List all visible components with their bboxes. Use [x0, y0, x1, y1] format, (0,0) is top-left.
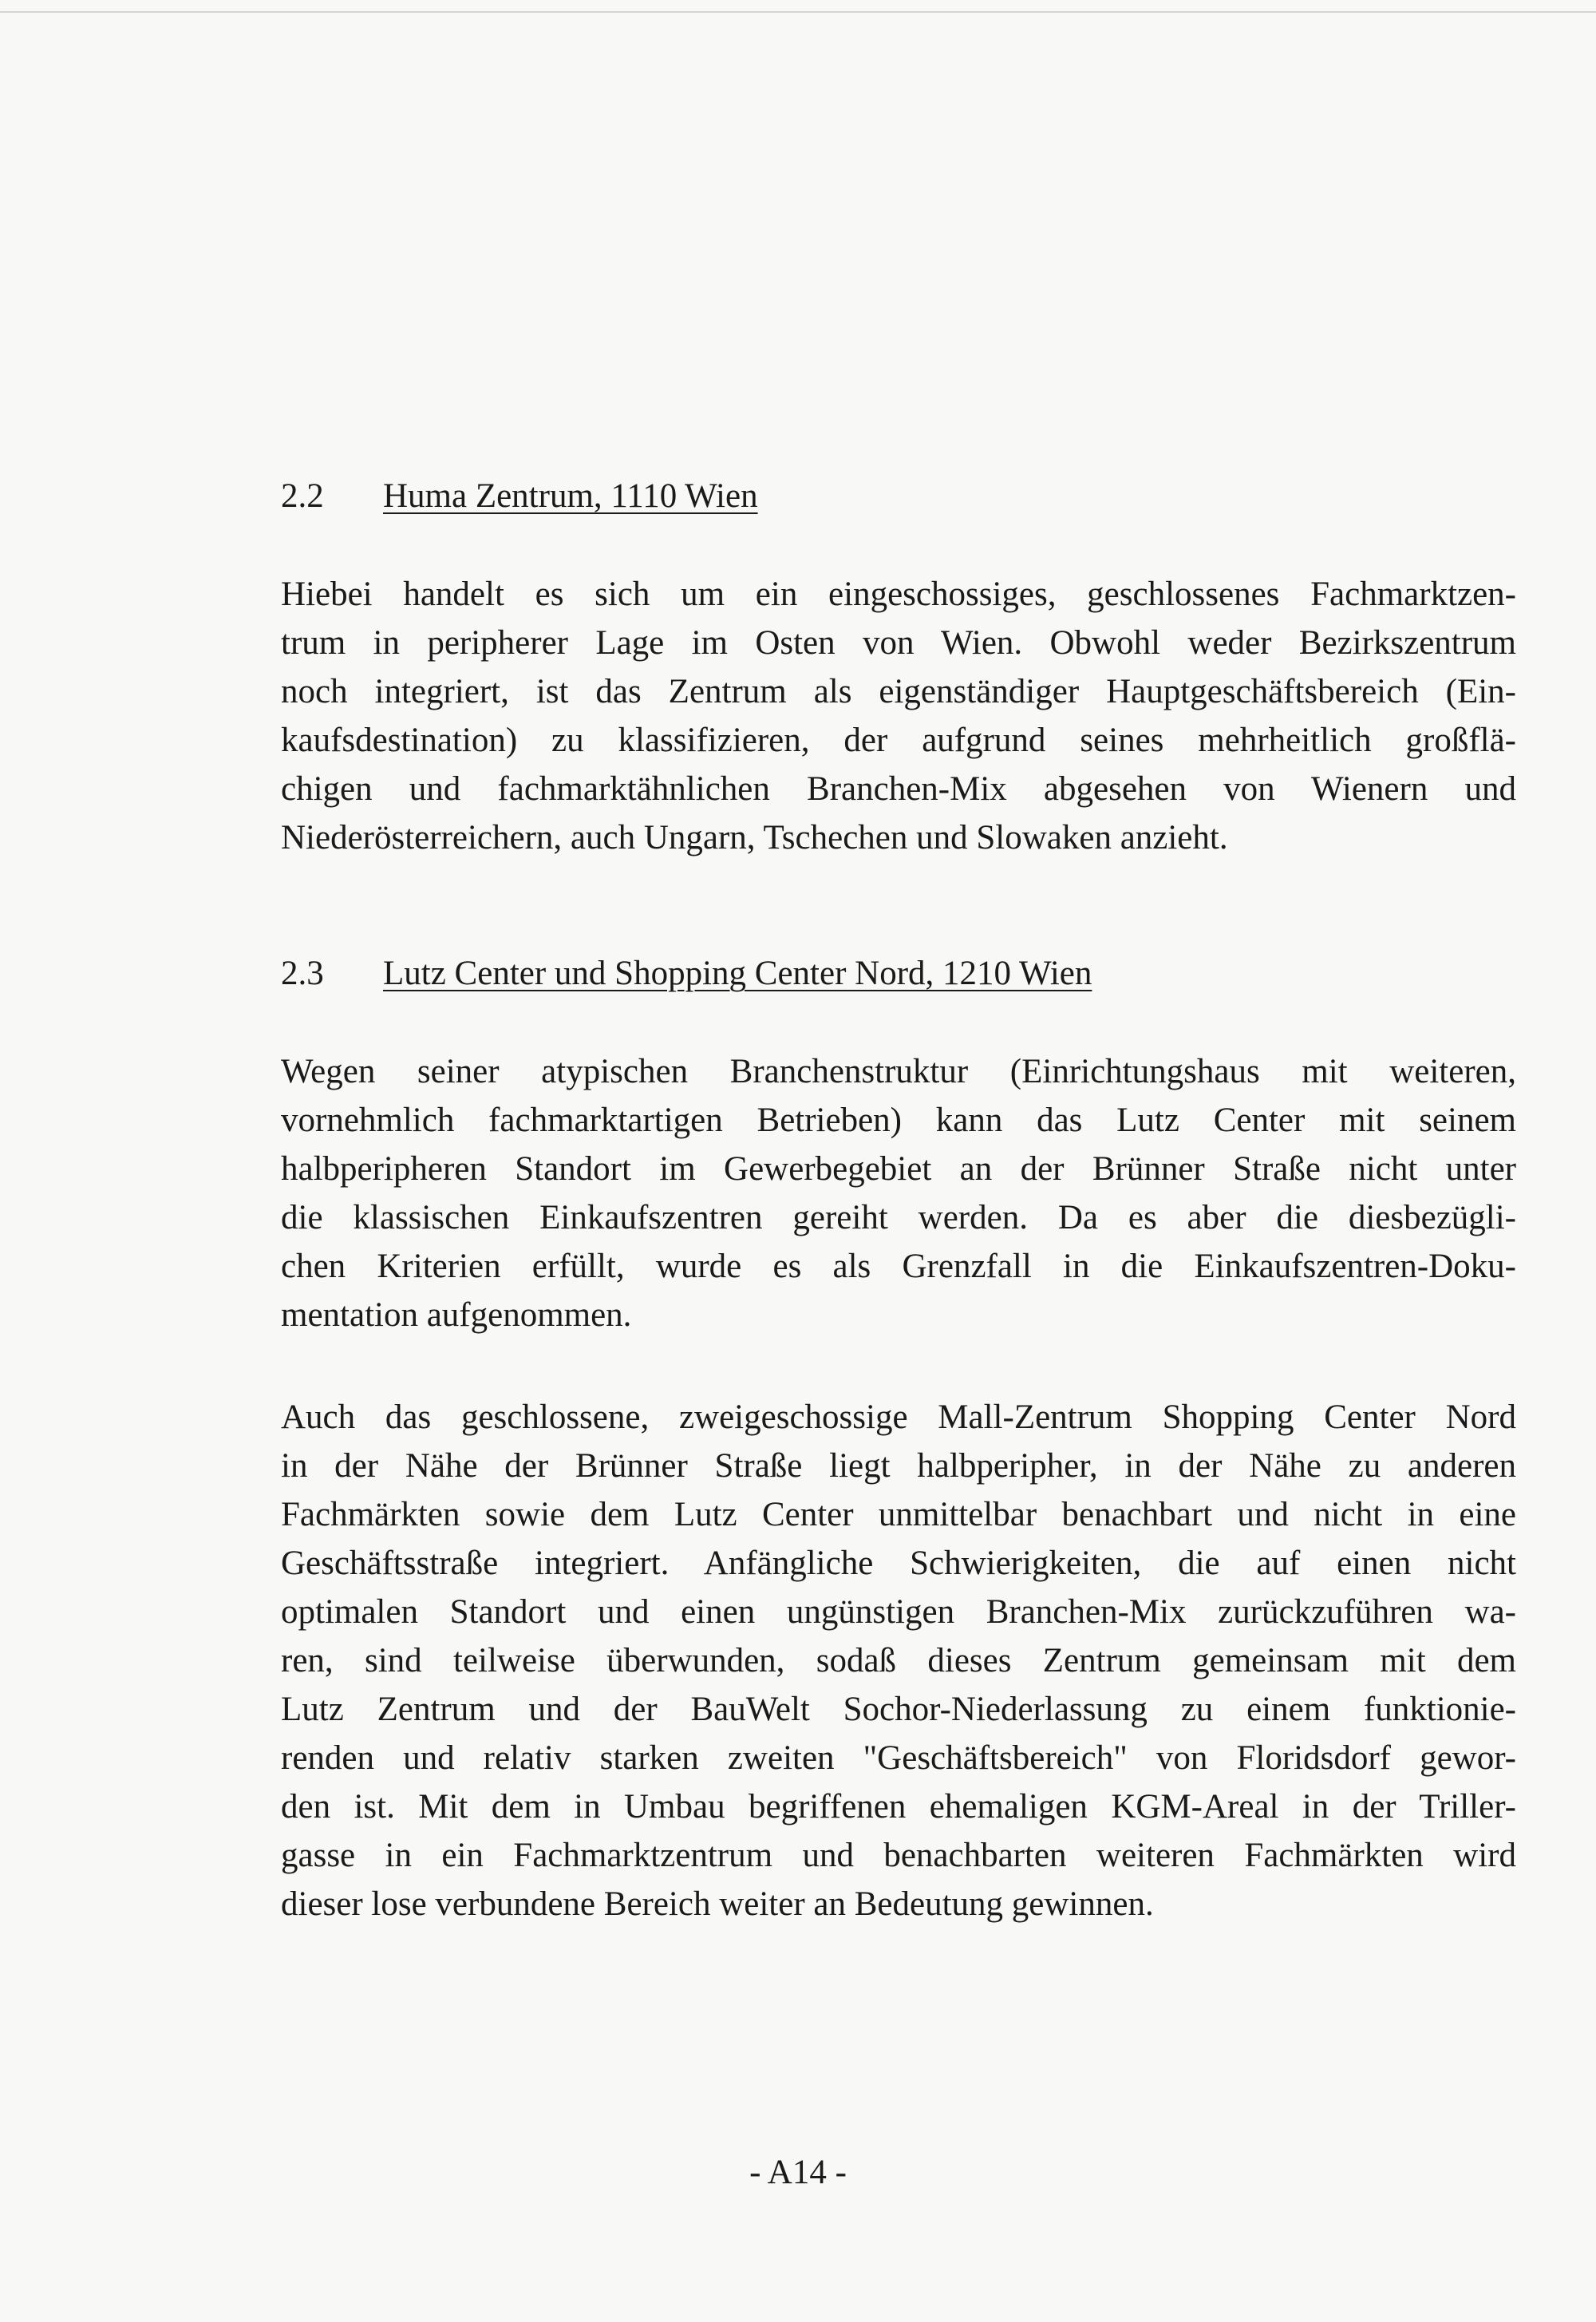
text-line: Fachmärkten sowie dem Lutz Center unmittelbar benachbart und nicht in eine — [281, 1496, 1516, 1533]
text-line: Geschäftsstraße integriert. Anfängliche Schwierigkeiten, die auf einen nicht — [281, 1545, 1516, 1582]
section-heading-2-3 — [281, 956, 1092, 991]
text-line: Lutz Zentrum und der BauWelt Sochor-Niederlassung zu einem funktionie- — [281, 1691, 1516, 1728]
text-line: vornehmlich fachmarktartigen Betrieben) kann das Lutz Center mit seinem — [281, 1102, 1516, 1139]
text-line: in der Nähe der Brünner Straße liegt halbperipher, in der Nähe zu anderen — [281, 1447, 1516, 1485]
text-line: Auch das geschlossene, zweigeschossige Mall-Zentrum Shopping Center Nord — [281, 1398, 1516, 1436]
text-line: Niederösterreichern, auch Ungarn, Tschechen und Slowaken anzieht. — [281, 819, 1228, 856]
section-title: Huma Zentrum, 1110 Wien — [383, 477, 758, 515]
text-line: halbperipheren Standort im Gewerbegebiet an der Brünner Straße nicht unter — [281, 1150, 1516, 1188]
text-line: trum in peripherer Lage im Osten von Wien. Obwohl weder Bezirkszentrum — [281, 624, 1516, 662]
text-line: gasse in ein Fachmarktzentrum und benachbarten weiteren Fachmärkten wird — [281, 1837, 1516, 1874]
text-line: Wegen seiner atypischen Branchenstruktur (Einrichtungshaus mit weiteren, — [281, 1053, 1516, 1090]
text-line: die klassischen Einkaufszentren gereiht werden. Da es aber die diesbezügli- — [281, 1199, 1516, 1236]
text-line: ren, sind teilweise überwunden, sodaß dieses Zentrum gemeinsam mit dem — [281, 1642, 1516, 1679]
text-line: renden und relativ starken zweiten "Geschäftsbereich" von Floridsdorf gewor- — [281, 1739, 1516, 1777]
text-line: Hiebei handelt es sich um ein eingeschossiges, geschlossenes Fachmarktzen- — [281, 576, 1516, 613]
text-line: chigen und fachmarktähnlichen Branchen-Mix abgesehen von Wienern und — [281, 770, 1516, 808]
text-line: mentation aufgenommen. — [281, 1296, 632, 1334]
text-line: den ist. Mit dem in Umbau begriffenen ehemaligen KGM-Areal in der Triller- — [281, 1788, 1516, 1826]
paragraph-shopping-center-nord — [281, 1393, 1516, 1928]
section-number: 2.3 — [281, 955, 324, 992]
text-line: noch integriert, ist das Zentrum als eigenständiger Hauptgeschäftsbereich (Ein- — [281, 673, 1516, 710]
section-title: Lutz Center und Shopping Center Nord, 1210 Wien — [383, 955, 1092, 992]
text-line: dieser lose verbundene Bereich weiter an Bedeutung gewinnen. — [281, 1885, 1154, 1923]
paragraph-huma-zentrum — [281, 570, 1516, 862]
top-edge-rule — [0, 11, 1596, 13]
section-heading-2-2 — [281, 479, 758, 513]
text-line: chen Kriterien erfüllt, wurde es als Grenzfall in die Einkaufszentren-Doku- — [281, 1248, 1516, 1285]
page-number: - A14 - — [749, 2154, 847, 2191]
paragraph-lutz-center — [281, 1047, 1516, 1339]
section-number: 2.2 — [281, 477, 324, 515]
text-line: optimalen Standort und einen ungünstigen Branchen-Mix zurückzuführen wa- — [281, 1593, 1516, 1631]
text-line: kaufsdestination) zu klassifizieren, der aufgrund seines mehrheitlich großflä- — [281, 722, 1516, 759]
